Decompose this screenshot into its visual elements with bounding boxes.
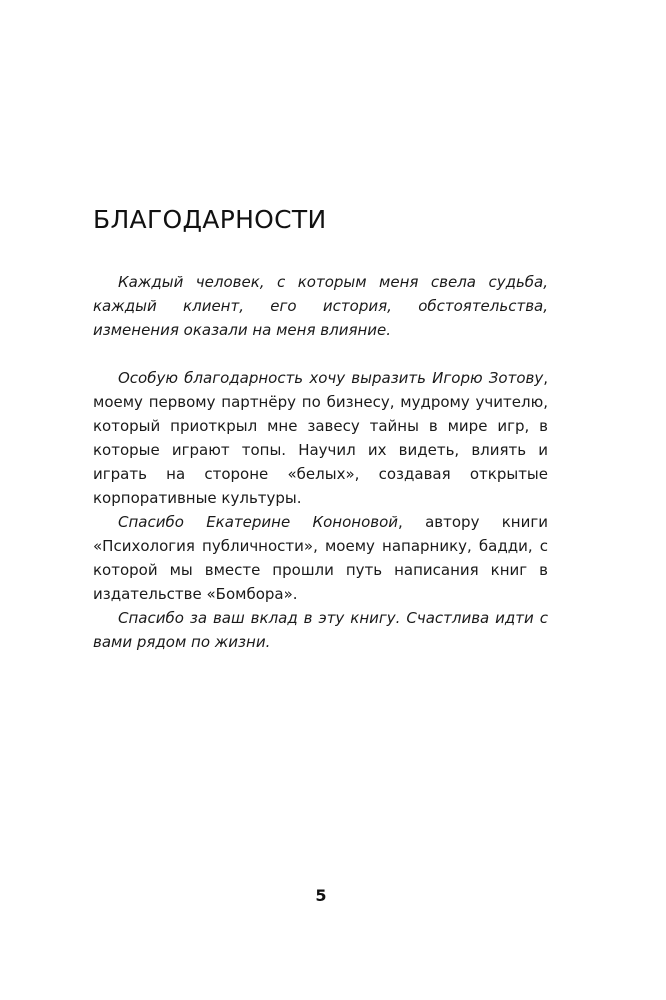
paragraph-3-italic: Спасибо Екатерине Кононовой: [118, 513, 399, 531]
paragraph-2: [93, 366, 548, 510]
paragraph-3-text: , автору книги «Психология публичности», моему напарнику, бадди, с которой мы вместе прошли путь написания книг в издательстве «Бомбора».: [93, 513, 548, 603]
paragraph-4: [93, 606, 548, 654]
paragraph-1: [93, 270, 548, 342]
paragraph-4-italic: Спасибо за ваш вклад в эту книгу. Счастлива идти с вами рядом по жизни.: [93, 609, 548, 651]
paragraph-3: [93, 510, 548, 606]
page-title: БЛАГОДАРНОСТИ: [93, 205, 327, 234]
paragraph-2-text: , моему первому партнёру по бизнесу, мудрому учителю, который приоткрыл мне завесу тайны в мире игр, в которые играют топы. Научил их видеть, влиять и играть на стороне «белых», создавая открытые корпоративные культуры.: [93, 369, 548, 507]
paragraph-2-italic: Особую благодарность хочу выразить Игорю Зотову: [118, 369, 544, 387]
paragraph-1-italic: Каждый человек, с которым меня свела судьба, каждый клиент, его история, обстоятельства, изменения оказали на меня влияние.: [93, 273, 548, 339]
page-number: 5: [315, 886, 327, 905]
acknowledgements-body: [93, 270, 548, 654]
